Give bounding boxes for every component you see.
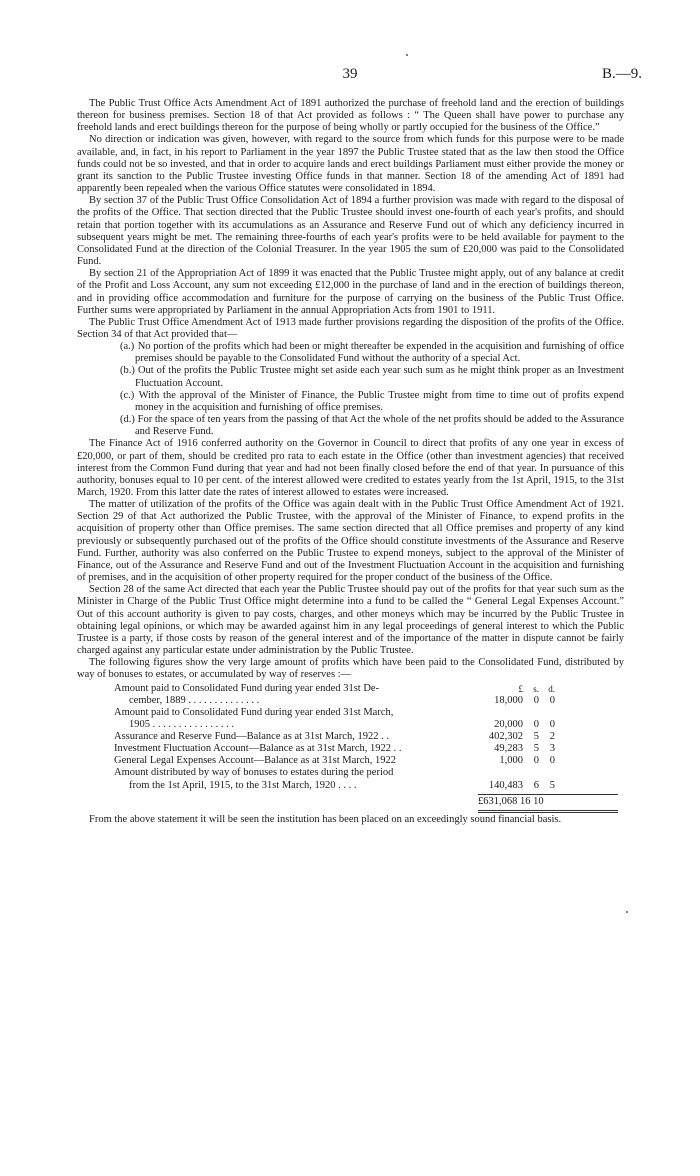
pounds-value: 1,000 — [499, 755, 523, 767]
list-item-text: No portion of the profits which had been or might thereafter be expended in the acquisition and furnishing of office premises should be payable to the Consolidated Fund without the authority of a special Act. — [135, 341, 624, 365]
list-item — [120, 390, 624, 414]
body-text — [77, 98, 624, 826]
paragraph: The Public Trust Office Acts Amendment Act of 1891 authorized the purchase of freehold land and the erection of buildings thereon for business premises. Section 18 of that Act provided as follows : “ The Queen shall have power to purchase any freehold lands and erect buildings thereon for the purpose of being wholly or partly occupied for the business of the Office.” — [77, 98, 624, 134]
paragraph: The Public Trust Office Amendment Act of 1913 made further provisions regarding the disposition of the profits of the Office. Section 34 of that Act provided that— — [77, 316, 624, 340]
table-desc: Amount paid to Consolidated Fund during year ended 31st March, — [114, 706, 394, 718]
table-row — [77, 755, 624, 767]
table-amount — [478, 755, 612, 767]
table-row — [77, 731, 624, 743]
shillings-value: 0 — [533, 694, 539, 706]
paragraph: No direction or indication was given, however, with regard to the source from which funds for this purpose were to be made available, and, in fact, in his report to Parliament in the year 1897 the Public Trustee stated that as the law then stood the Office funds could not be so invested, and that in order to acquire lands and erect buildings Parliament must either provide the money or grant its sanction to the Public Trustee investing Office funds in that manner. Section 18 of the amending Act of 1891 had apparently been repealed when the various Office statutes were consolidated in 1894. — [77, 134, 624, 195]
ink-speck — [626, 911, 628, 913]
paragraph: The Finance Act of 1916 conferred authority on the Governor in Council to direct that profits of any one year in excess of £20,000, or part of them, should be credited pro rata to each estate in the Office (other than investment agencies) that received interest from the Common Fund during that year and had not been finally closed before the end of that year. In pursuance of this authority, bonuses equal to 10 per cent. of the interest allowed were credited to estates yearly from the 1st April, 1915, to the 31st March, 1920. From this latter date the rates of interest allowed to estates were increased. — [77, 438, 624, 498]
document-reference: B.—9. — [601, 66, 642, 82]
list-item-text: Out of the profits the Public Trustee might set aside each year such sum as he might think proper as an Investment Fluctuation Account. — [135, 365, 625, 389]
closing-paragraph: From the above statement it will be seen the institution has been placed on an exceedingly sound financial basis. — [89, 813, 562, 825]
table-desc: General Legal Expenses Account—Balance as at 31st March, 1922 — [114, 755, 396, 767]
table-row — [77, 707, 624, 719]
pounds-value: 20,000 — [494, 718, 523, 730]
pounds-value: 18,000 — [494, 694, 523, 706]
paragraph: By section 37 of the Public Trust Office Consolidation Act of 1894 a further provision was made with regard to the disposal of the profits of the Office. That section directed that the Public Trustee should invest one-fourth of each year's profits, and should retain that portion together with its accumulations as an Assurance and Reserve Fund out of which any deficiency incurred in subsequent years might be met. The remaining three-fourths of each year's profits were to be held available for payment to the Consolidated Fund at the direction of the Colonial Treasurer. In the year 1905 the sum of £20,000 was paid to the Consolidated Fund. — [77, 195, 624, 268]
pence-header: d. — [548, 683, 555, 694]
table-desc: Assurance and Reserve Fund—Balance as at 31st March, 1922 . . — [114, 731, 389, 743]
list-item-text: For the space of ten years from the passing of that Act the whole of the net profits should be added to the Assurance and Reserve Fund. — [135, 414, 624, 438]
paragraph: By section 21 of the Appropriation Act of 1899 it was enacted that the Public Trustee might apply, out of any balance at credit of the Profit and Loss Account, any sum not exceeding £12,000 in the purchase of land and in the erection of buildings thereon, and in providing office accommodation and furniture for the purpose of carrying on the business of the Public Trust Office. Further sums were appropriated by Parliament in the annual Appropriation Acts from 1901 to 1911. — [77, 268, 624, 316]
table-amount — [478, 743, 612, 755]
list-item — [120, 414, 624, 438]
list-item — [120, 365, 624, 389]
table-row — [77, 719, 624, 731]
ink-speck — [406, 54, 408, 56]
shillings-value: 5 — [533, 743, 539, 755]
pence-value: 0 — [549, 694, 555, 706]
pounds-header: £ — [518, 683, 523, 694]
page-number: 39 — [342, 66, 358, 82]
sum-rule — [478, 794, 618, 795]
list-item-label: (d.) — [120, 414, 135, 426]
currency-headers — [478, 683, 612, 695]
table-row — [77, 695, 624, 707]
table-desc: from the 1st April, 1915, to the 31st March, 1920 . . . . — [129, 779, 357, 791]
pounds-value: 140,483 — [488, 779, 523, 791]
paragraph: Section 28 of the same Act directed that each year the Public Trustee should pay out of the profits for that year such sum as the Minister in Charge of the Public Trust Office might determine into a fund to be called the “ General Legal Expenses Account.” Out of this account authority is given to pay costs, charges, and other moneys which may be incurred by the Public Trustee in obtaining legal opinions, or which may be awarded against him in any legal proceedings of general interest to which the Public Trustee is a party, if those costs by reason of the general interest and of the importance of the matter in dispute cannot be fairly charged against any particular estate under administration by the Public Trustee. — [77, 584, 624, 657]
table-amount — [478, 780, 612, 792]
list-item — [120, 341, 624, 365]
shillings-value: 0 — [533, 718, 539, 730]
pence-value: 2 — [549, 731, 555, 743]
paragraph: The following figures show the very large amount of profits which have been paid to the Consolidated Fund, distributed by way of bonuses to estates, or accumulated by way of reserves :— — [77, 657, 624, 681]
total-underline — [77, 810, 624, 814]
table-desc: Amount distributed by way of bonuses to estates during the period — [114, 767, 394, 779]
table-row — [77, 767, 624, 779]
shillings-header: s. — [533, 683, 539, 694]
table-desc: 1905 . . . . . . . . . . . . . . . . — [129, 718, 234, 730]
double-rule — [478, 810, 618, 813]
provisions-list — [77, 341, 624, 438]
list-item-label: (c.) — [120, 389, 135, 401]
table-amount — [478, 695, 612, 707]
list-item-label: (a.) — [120, 341, 135, 353]
shillings-value: 6 — [533, 779, 539, 791]
pence-value: 0 — [549, 755, 555, 767]
list-item-label: (b.) — [120, 365, 135, 377]
table-row — [77, 780, 624, 792]
shillings-value: 5 — [533, 731, 539, 743]
page-header — [0, 66, 700, 86]
table-row — [77, 743, 624, 755]
table-desc: cember, 1889 . . . . . . . . . . . . . . — [129, 694, 260, 706]
pounds-value: 49,283 — [494, 743, 523, 755]
paragraph: The matter of utilization of the profits of the Office was again dealt with in the Public Trust Office Amendment Act of 1921. Section 29 of that Act authorized the Public Trustee, with the approval of the Minister of Finance, to expend profits in the acquisition of property other than Office premises. The same section directed that all Office premises and property of any kind previously or subsequently purchased out of the profits of the Office should constitute investments of the Assurance and Reserve Fund. Further, authority was also conferred on the Public Trustee to expend moneys, subject to the approval of the Minister of Finance, out of the Assurance and Reserve Fund and out of the Investment Fluctuation Account in the acquisition and furnishing of premises, and in the acquisition of other property required for the proper conduct of the business of the Office. — [77, 499, 624, 584]
table-desc: Investment Fluctuation Account—Balance as at 31st March, 1922 . . — [114, 743, 402, 755]
pence-value: 3 — [549, 743, 555, 755]
table-desc: Amount paid to Consolidated Fund during year ended 31st De- — [114, 682, 380, 694]
table-amount — [478, 731, 612, 743]
table-row — [77, 683, 624, 695]
pounds-value: 402,302 — [488, 731, 523, 743]
total-amount: £631,068 16 10 — [478, 795, 544, 807]
pence-value: 0 — [549, 718, 555, 730]
shillings-value: 0 — [533, 755, 539, 767]
table-amount — [478, 719, 612, 731]
total-row — [77, 792, 624, 810]
pence-value: 5 — [549, 779, 555, 791]
list-item-text: With the approval of the Minister of Finance, the Public Trustee might from time to time out of profits expend money in the acquisition and furnishing of office premises. — [135, 389, 625, 413]
profits-table — [77, 683, 624, 814]
